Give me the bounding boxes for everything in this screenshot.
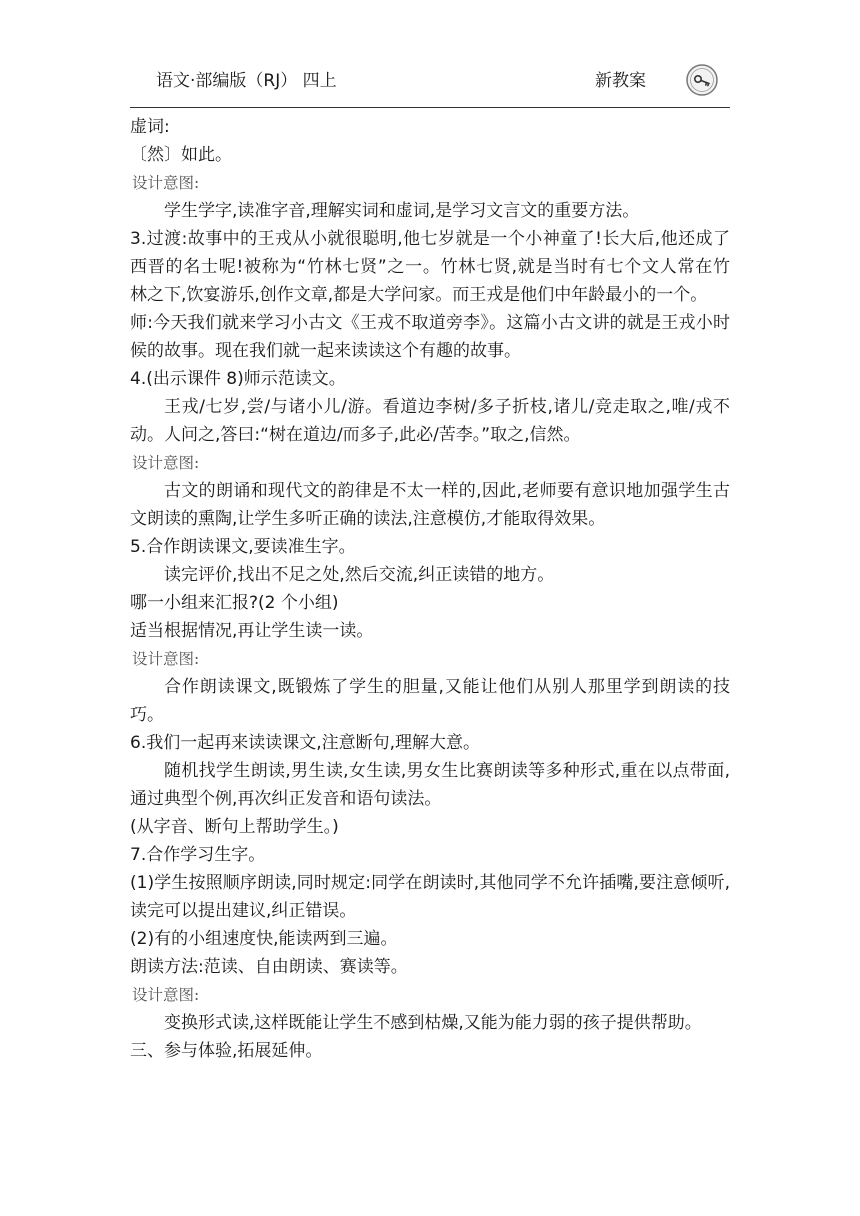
- design-intent-label: 设计意图:: [132, 650, 200, 668]
- header-rule: [130, 107, 730, 108]
- text-line: 读完评价,找出不足之处,然后交流,纠正读错的地方。: [164, 565, 555, 585]
- text-line: 合作朗读课文,既锻炼了学生的胆量,又能让他们从别人那里学到朗读的技: [164, 677, 730, 697]
- text-line: 7.合作学习生字。: [130, 845, 266, 865]
- text-line: 3.过渡:故事中的王戎从小就很聪明,他七岁就是一个小神童了!长大后,他还成了: [130, 229, 730, 249]
- text-line: 4.(出示课件 8)师示范读文。: [130, 369, 346, 389]
- design-intent-label: 设计意图:: [132, 174, 200, 192]
- text-line: 王戎/七岁,尝/与诸小儿/游。看道边李树/多子折枝,诸儿/竞走取之,唯/戎不: [164, 397, 730, 417]
- text-line: 哪一小组来汇报?(2 个小组): [130, 593, 339, 613]
- text-line: 文朗读的熏陶,让学生多听正确的读法,注意模仿,才能取得效果。: [130, 509, 606, 529]
- header-doc-type: 新教案: [595, 71, 646, 91]
- text-line: 适当根据情况,再让学生读一读。: [130, 621, 374, 641]
- publisher-logo-icon: [686, 64, 718, 96]
- text-line: 巧。: [130, 705, 164, 725]
- text-line: 变换形式读,这样既能让学生不感到枯燥,又能为能力弱的孩子提供帮助。: [164, 1013, 702, 1033]
- text-line: 候的故事。现在我们就一起来读读这个有趣的故事。: [130, 341, 521, 361]
- text-line: 虚词:: [130, 117, 170, 137]
- text-line: 三、参与体验,拓展延伸。: [130, 1041, 323, 1061]
- text-line: 通过典型个例,再次纠正发音和语句读法。: [130, 789, 442, 809]
- text-line: 5.合作朗读课文,要读准生字。: [130, 537, 356, 557]
- design-intent-label: 设计意图:: [132, 454, 200, 472]
- document-body: [130, 113, 730, 1065]
- text-line: 动。人问之,答曰:“树在道边/而多子,此必/苦李。”取之,信然。: [130, 425, 581, 445]
- text-line: 学生学字,读准字音,理解实词和虚词,是学习文言文的重要方法。: [164, 201, 640, 221]
- text-line: 林之下,饮宴游乐,创作文章,都是大学问家。而王戎是他们中年龄最小的一个。: [130, 285, 708, 305]
- text-line: 师:今天我们就来学习小古文《王戎不取道旁李》。这篇小古文讲的就是王戎小时: [130, 313, 730, 333]
- text-line: 朗读方法:范读、自由朗读、赛读等。: [130, 957, 408, 977]
- text-line: 〔然〕如此。: [130, 145, 232, 165]
- text-line: 西晋的名士呢!被称为“竹林七贤”之一。竹林七贤,就是当时有七个文人常在竹: [130, 257, 730, 277]
- text-line: 随机找学生朗读,男生读,女生读,男女生比赛朗读等多种形式,重在以点带面,: [164, 761, 730, 781]
- text-line: 读完可以提出建议,纠正错误。: [130, 901, 357, 921]
- header-subject: 语文·部编版（RJ） 四上: [156, 71, 337, 91]
- design-intent-label: 设计意图:: [132, 986, 200, 1004]
- text-line: (1)学生按照顺序朗读,同时规定:同学在朗读时,其他同学不允许插嘴,要注意倾听,: [130, 873, 730, 893]
- text-line: 古文的朗诵和现代文的韵律是不太一样的,因此,老师要有意识地加强学生古: [164, 481, 730, 501]
- page-header: [130, 60, 730, 106]
- text-line: 6.我们一起再来读读课文,注意断句,理解大意。: [130, 733, 481, 753]
- text-line: (2)有的小组速度快,能读两到三遍。: [130, 929, 398, 949]
- text-line: (从字音、断句上帮助学生。): [130, 817, 339, 837]
